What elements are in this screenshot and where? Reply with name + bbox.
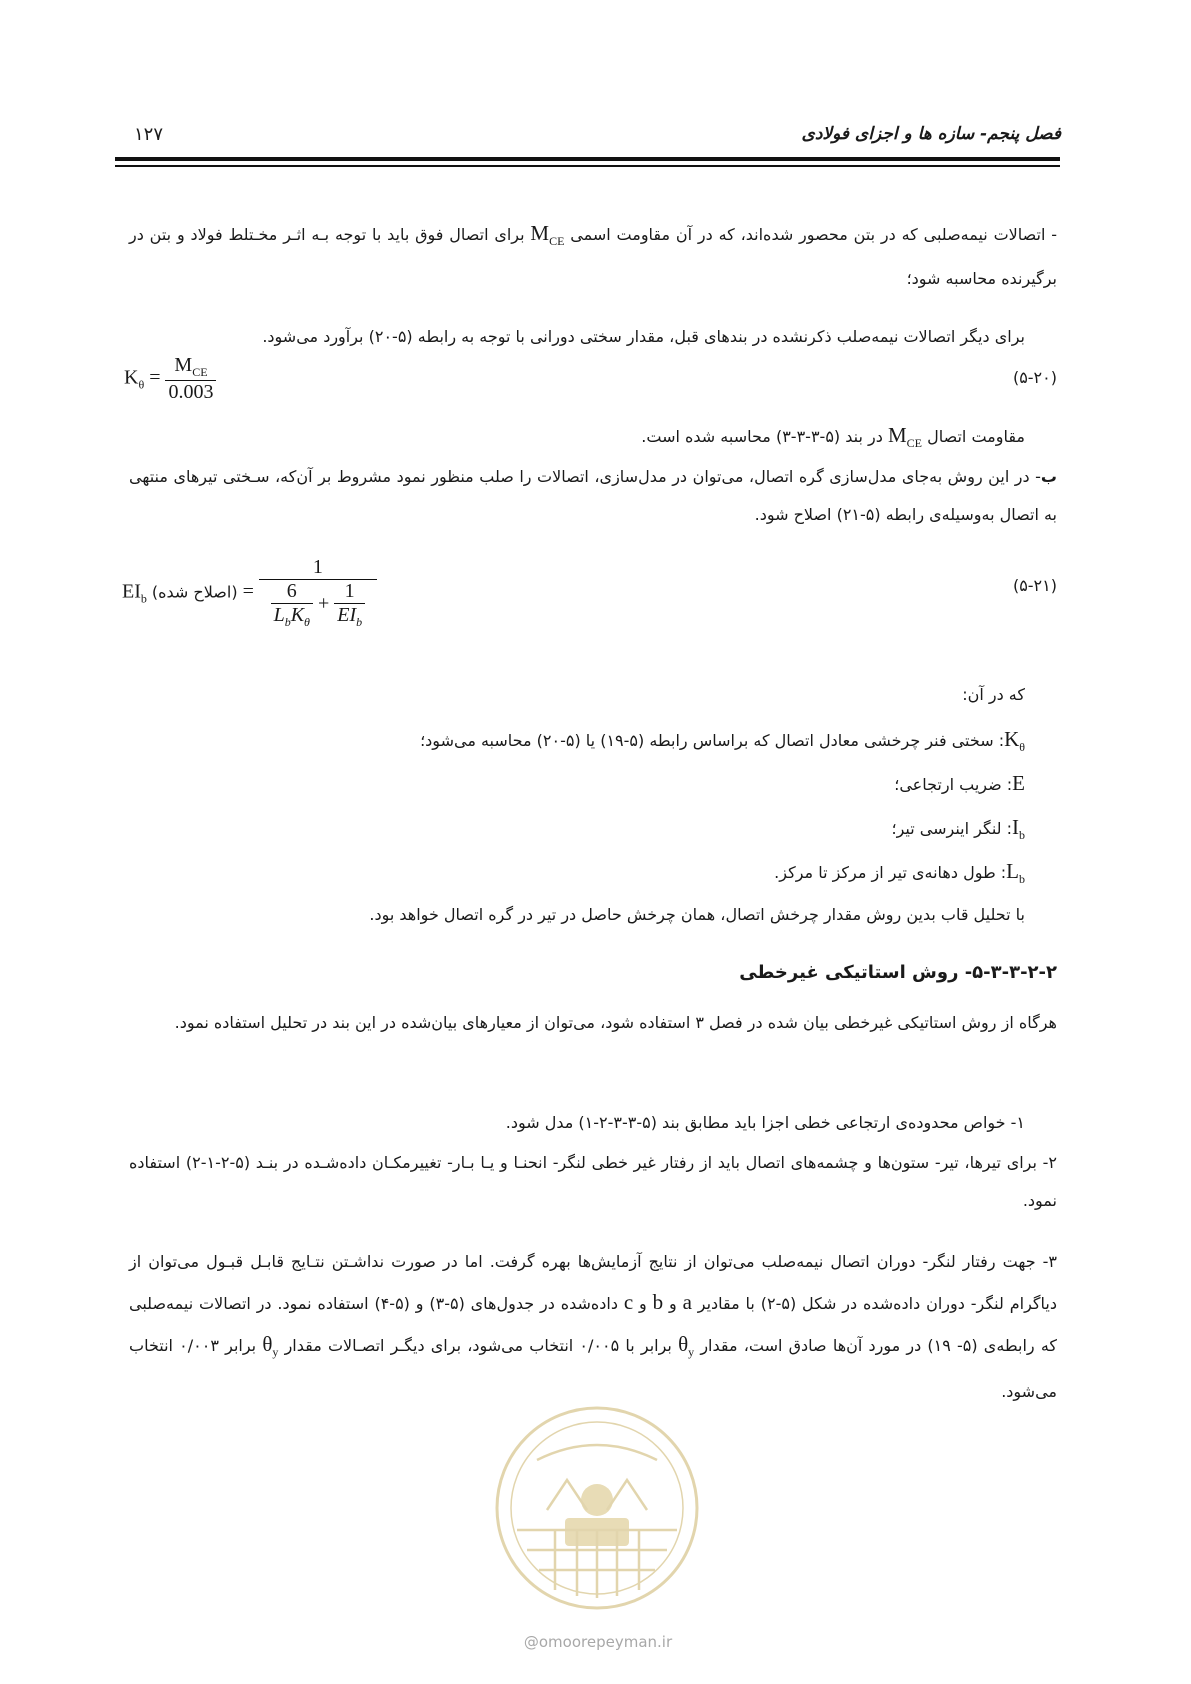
paragraph-rotation: با تحلیل قاب بدین روش مقدار چرخش اتصال، همان چرخش حاصل در تیر در گره اتصال خواهد بود. — [369, 905, 1025, 924]
equation-number-20: (۵-۲۰) — [1012, 368, 1057, 387]
header-rule-thick — [115, 157, 1060, 161]
paragraph-method-b: ب- در این روش به‌جای مدل‌سازی گره اتصال، می‌توان در مدل‌سازی، اتصالات را صلب منظور نمود مشروط بر آن‌که، سـختی تیرهای منتهی به اتصال به‌وسیله‌ی رابطه (۵-۲۱) اصلاح شود. — [129, 467, 1057, 524]
fraction: $\frac{M_{CE}}{0.003}$ — [165, 354, 216, 404]
watermark-url: @omoorepeyman.ir — [523, 1633, 673, 1651]
list-item-2: ۲- برای تیرها، تیر- ستون‌ها و چشمه‌های اتصال باید از رفتار غیر خطی لنگر- انحنـا و یـا بـار- تغییرمکـان داده‌شـده در بنـد (۵-۲-۱-۲) استفاده نمود. — [129, 1153, 1058, 1210]
where-label: که در آن: — [962, 685, 1025, 704]
equation-number-21: (۵-۲۱) — [1012, 576, 1057, 595]
chapter-title: فصل پنجم- سازه ها و اجزای فولادی — [801, 124, 1061, 144]
definition-k-theta: $K_\theta$: سختی فنر چرخشی معادل اتصال که براساس رابطه (۵-۱۹) یا (۵-۲۰) محاسبه می‌شود؛ — [420, 727, 1025, 755]
list-item-1: ۱- خواص محدوده‌ی ارتجاعی خطی اجزا باید مطابق بند (۵-۳-۳-۲-۱) مدل شود. — [505, 1113, 1025, 1132]
paragraph-mce-reference: مقاومت اتصال $M_{CE}$ در بند (۵-۳-۳-۳) محاسبه شده است. — [641, 423, 1025, 451]
mce-symbol: $M_{CE}$ — [530, 221, 565, 249]
definition-lb: $L_b$: طول دهانه‌ی تیر از مرکز تا مرکز. — [774, 859, 1025, 887]
fraction: 1 $\frac{6}{L_bK_\theta}$ + $\frac{1}{EI_b}$ — [259, 556, 377, 630]
paragraph-concrete-encased: - اتصالات نیمه‌صلبی که در بتن محصور شده‌اند، که در آن مقاومت اسمی $M_{CE}$ برای اتصال فوق باید با توجه بـه اثـر مخـتلط فولاد و بتن در برگیرنده محاسبه شود؛ — [129, 221, 1058, 289]
definition-e: E: ضریب ارتجاعی؛ — [894, 771, 1025, 795]
watermark-logo-icon — [477, 1400, 717, 1620]
equation-5-20: $K_\theta$ = $\frac{M_{CE}}{0.003}$ — [124, 354, 216, 404]
section-heading: ۵-۳-۳-۲-۲- روش استاتیکی غیرخطی — [739, 962, 1057, 983]
paragraph-other-connections: برای دیگر اتصالات نیمه‌صلب ذکرنشده در بندهای قبل، مقدار سختی دورانی با توجه به رابطه (۵-۲۰) برآورد می‌شود. — [262, 327, 1025, 346]
page-number: ۱۲۷ — [134, 124, 164, 145]
definition-ib: $I_b$: لنگر اینرسی تیر؛ — [891, 815, 1025, 843]
paragraph-nonlinear-static: هرگاه از روش استاتیکی غیرخطی بیان شده در فصل ۳ استفاده شود، می‌توان از معیارهای بیان‌شده در این بند در تحلیل استفاده نمود. — [174, 1013, 1057, 1032]
list-item-3: ۳- جهت رفتار لنگر- دوران اتصال نیمه‌صلب می‌توان از نتایج آزمایش‌ها بهره گرفت. اما در صورت نداشـتن نتـایج قابـل قبـول می‌توان از دیاگرام لنگر- دوران داده‌شده در شکل (۵-۲) با مقادیر a و b و c داده‌شده در جدول‌های (۵-۳) و (۵-۴) استفاده نمود. در اتصالات نیمه‌صلبی که رابطه‌ی (۵- ۱۹) در مورد آن‌ها صادق است، مقدار $\theta_y$ برابر با ۰/۰۰۵ انتخاب می‌شود، برای دیگـر اتصـالات مقدار $\theta_y$ برابر ۰/۰۰۳ انتخاب می‌شود. — [129, 1252, 1058, 1402]
equation-5-21: $EI_b$ (اصلاح شده) = 1 $\frac{6}{L_bK_\theta}$ + $\frac{1}{EI_b}$ — [122, 556, 377, 630]
header-rule-thin — [115, 165, 1060, 167]
mce-symbol: $M_{CE}$ — [887, 423, 922, 451]
